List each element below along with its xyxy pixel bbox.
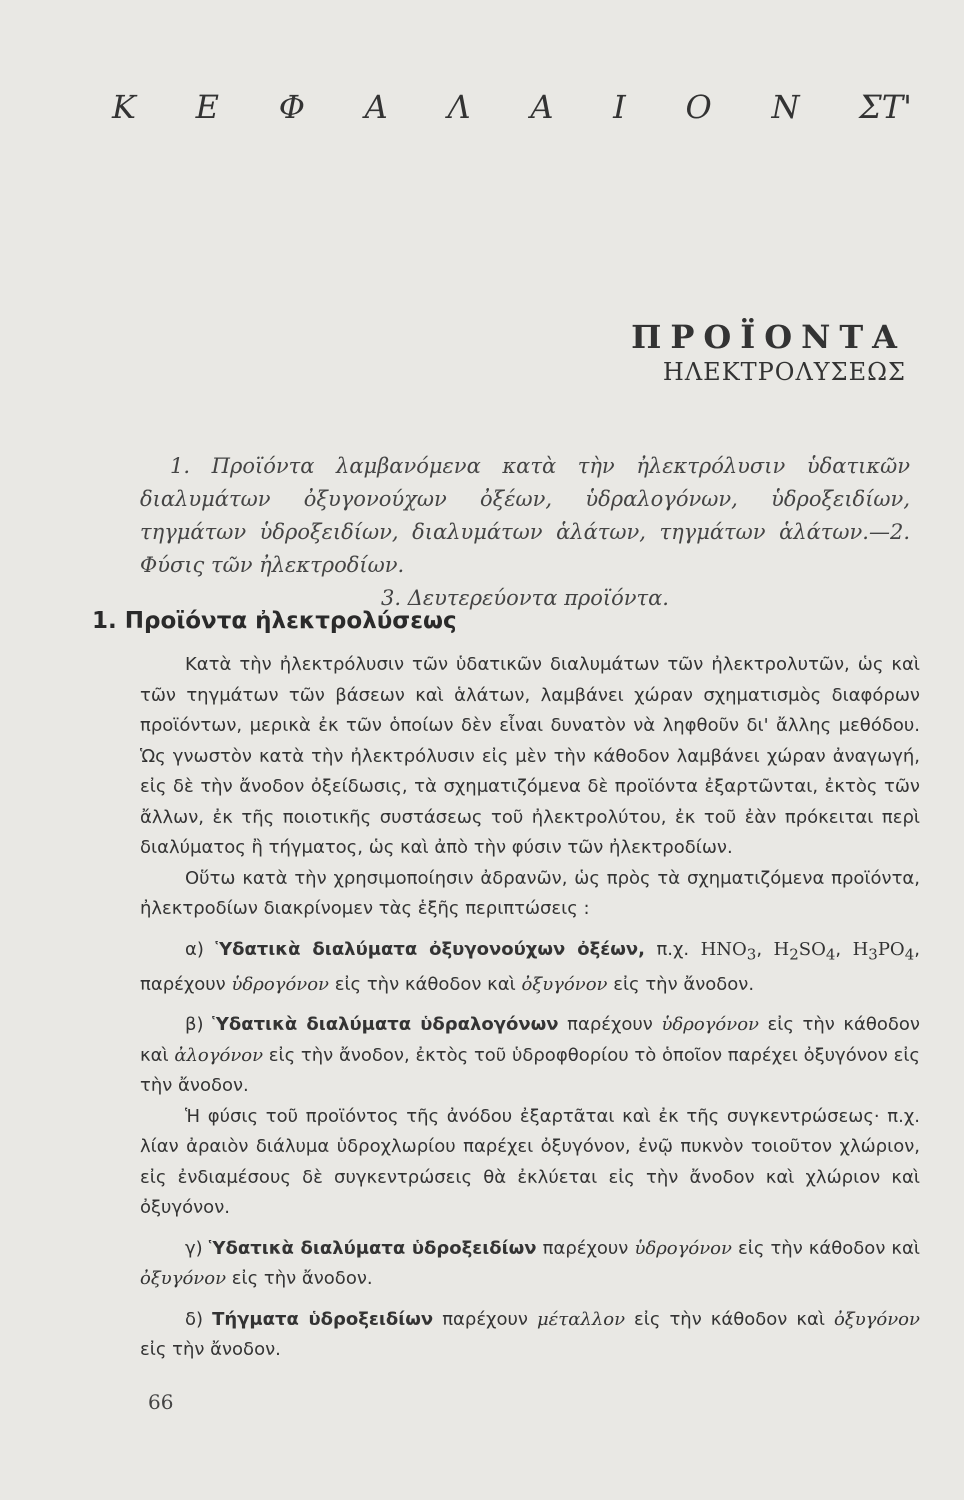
case-d-title: Τήγματα ὑδροξειδίων: [212, 1308, 434, 1330]
chapter-letter: Κ: [112, 88, 136, 126]
formula-h2so4: $H_2SO_4$: [773, 938, 836, 964]
section-heading: 1. Προϊόντα ἠλεκτρολύσεως: [92, 608, 457, 634]
case-d: [140, 1305, 920, 1366]
case-a-emphasis: ὀξυγόνον: [521, 973, 608, 995]
chapter-letter: Ι: [613, 88, 626, 126]
case-a-label: α): [185, 938, 204, 960]
summary-line2: 3. Δευτερεύοντα προϊόντα.: [381, 586, 669, 610]
paragraph-concentration: Ἡ φύσις τοῦ προϊόντος τῆς ἀνόδου ἐξαρτᾶται καὶ ἐκ τῆς συγκεντρώσεως· π.χ. λίαν ἀραιὸν διάλυμα ὑδροχλωρίου παρέχει ὀξυγόνον, ἐνῷ πυκνὸν τοιοῦτον χλώριον, εἰς ἐνδιαμέσους δὲ συγκεντρώσεις θὰ ἐκλύεται εἰς τὴν ἄνοδον καὶ χλώριον καὶ ὀξυγόνον.: [140, 1105, 920, 1219]
chapter-letter: Ε: [195, 88, 219, 126]
case-b-emphasis: ὑδρογόνον: [661, 1014, 759, 1036]
case-b-text: παρέχουν: [567, 1014, 653, 1036]
case-a-title: Ὑδατικὰ διαλύματα ὀξυγονούχων ὀξέων,: [215, 938, 645, 960]
formula-hno3: $HNO_3$: [700, 938, 757, 964]
paragraph-intro: Κατὰ τὴν ἠλεκτρόλυσιν τῶν ὑδατικῶν διαλυμάτων τῶν ἠλεκτρολυτῶν, ὡς καὶ τῶν τηγμάτων τῶν βάσεων καὶ ἁλάτων, λαμβάνει χώραν σχηματισμὸς διαφόρων προϊόντων, μερικὰ ἐκ τῶν ὁποίων δὲν εἶναι δυνατὸν νὰ ληφθοῦν δι' ἄλλης μεθόδου. Ὡς γνωστὸν κατὰ τὴν ἠλεκτρόλυσιν εἰς μὲν τὴν κάθοδον λαμβάνει χώραν ἀναγωγή, εἰς δὲ τὴν ἄνοδον ὀξείδωσις, τὰ σχηματιζόμενα δὲ προϊόντα ἐξαρτῶνται, ἐκτὸς τῶν ἄλλων, ἐκ τῆς ποιοτικῆς συστάσεως τοῦ ἠλεκτρολύτου, ἐκ τοῦ ἐὰν πρόκειται περὶ διαλύματος ἢ τήγματος, ὡς καὶ ἀπὸ τὴν φύσιν τῶν ἠλεκτροδίων.: [140, 654, 920, 858]
case-a-text: , παρέχουν: [140, 938, 920, 995]
case-d-emphasis: μέταλλον: [536, 1308, 626, 1330]
case-d-text: εἰς τὴν κάθοδον καὶ: [634, 1308, 825, 1330]
chapter-letter: Α: [530, 88, 554, 126]
paragraph-cases: Οὕτω κατὰ τὴν χρησιμοποίησιν ἀδρανῶν, ὡς πρὸς τὰ σχηματιζόμενα προϊόντα, ἠλεκτροδίων διακρίνομεν τὰς ἑξῆς περιπτώσεις :: [140, 867, 920, 919]
chapter-letter: Λ: [447, 88, 471, 126]
case-c-emphasis: ὀξυγόνον: [140, 1268, 227, 1290]
case-d-label: δ): [185, 1308, 204, 1330]
case-a-text: εἰς τὴν ἄνοδον.: [613, 973, 755, 995]
chapter-letter: ΣΤ': [859, 88, 912, 126]
case-d-emphasis: ὀξυγόνον: [833, 1308, 920, 1330]
case-a: α) Ὑδατικὰ διαλύματα ὀξυγονούχων ὀξέων, π.χ. $HNO_3$, $H_2SO_4$, $H_3PO_4$, παρέχουν ὑδρογόνον εἰς τὴν κάθοδον καὶ ὀξυγόνον εἰς τὴν ἄνοδον.: [140, 938, 920, 995]
case-c-text: εἰς τὴν κάθοδον καὶ: [738, 1237, 920, 1259]
case-a-emphasis: ὑδρογόνον: [231, 973, 329, 995]
chapter-title-line2: ΗΛΕΚΤΡΟΛΥΣΕΩΣ: [662, 358, 906, 386]
summary-line1: 1. Προϊόντα λαμβανόμενα κατὰ τὴν ἠλεκτρόλυσιν ὑδατικῶν διαλυμάτων ὀξυγονούχων ὀξέων, ὑδραλογόνων, ὑδροξειδίων, τηγμάτων ὑδροξειδίων, διαλυμάτων ἁλάτων, τηγμάτων ἁλάτων.—2. Φύσις τῶν ἠλεκτροδίων.: [140, 454, 910, 577]
case-b: [140, 1010, 920, 1102]
case-b-title: Ὑδατικὰ διαλύματα ὑδραλογόνων: [212, 1014, 559, 1036]
case-b-text: εἰς τὴν κάθοδον καὶ: [140, 1014, 920, 1066]
case-c-text: εἰς τὴν ἄνοδον.: [231, 1268, 373, 1290]
case-c-text: παρέχουν: [542, 1237, 629, 1259]
case-c-emphasis: ὑδρογόνον: [634, 1237, 732, 1259]
chapter-letter: Α: [364, 88, 388, 126]
chapter-letter: Φ: [278, 88, 305, 126]
case-c-title: Ὑδατικὰ διαλύματα ὑδροξειδίων: [208, 1237, 537, 1259]
chapter-summary: [140, 450, 910, 615]
case-a-text: εἰς τὴν κάθοδον καὶ: [334, 973, 516, 995]
case-d-text: εἰς τὴν ἄνοδον.: [140, 1339, 281, 1361]
case-b-label: β): [185, 1014, 204, 1036]
chapter-letter: Ν: [771, 88, 800, 126]
case-a-text: π.χ.: [656, 938, 690, 960]
case-b-emphasis: ἀλογόνον: [174, 1044, 264, 1066]
chapter-heading: [112, 88, 912, 126]
case-d-text: παρέχουν: [442, 1308, 528, 1330]
formula-h3po4: $H_3PO_4$: [852, 938, 915, 964]
case-c: [140, 1234, 920, 1295]
case-b-text: εἰς τὴν ἄνοδον, ἐκτὸς τοῦ ὑδροφθορίου τὸ ὁποῖον παρέχει ὀξυγόνον εἰς τὴν ἄνοδον.: [140, 1044, 920, 1097]
case-c-label: γ): [185, 1237, 203, 1259]
page-number: 66: [148, 1390, 174, 1414]
chapter-letter: Ο: [685, 88, 712, 126]
body-text: [140, 650, 920, 1366]
chapter-title-line1: ΠΡΟΪΟΝΤΑ: [631, 318, 906, 356]
